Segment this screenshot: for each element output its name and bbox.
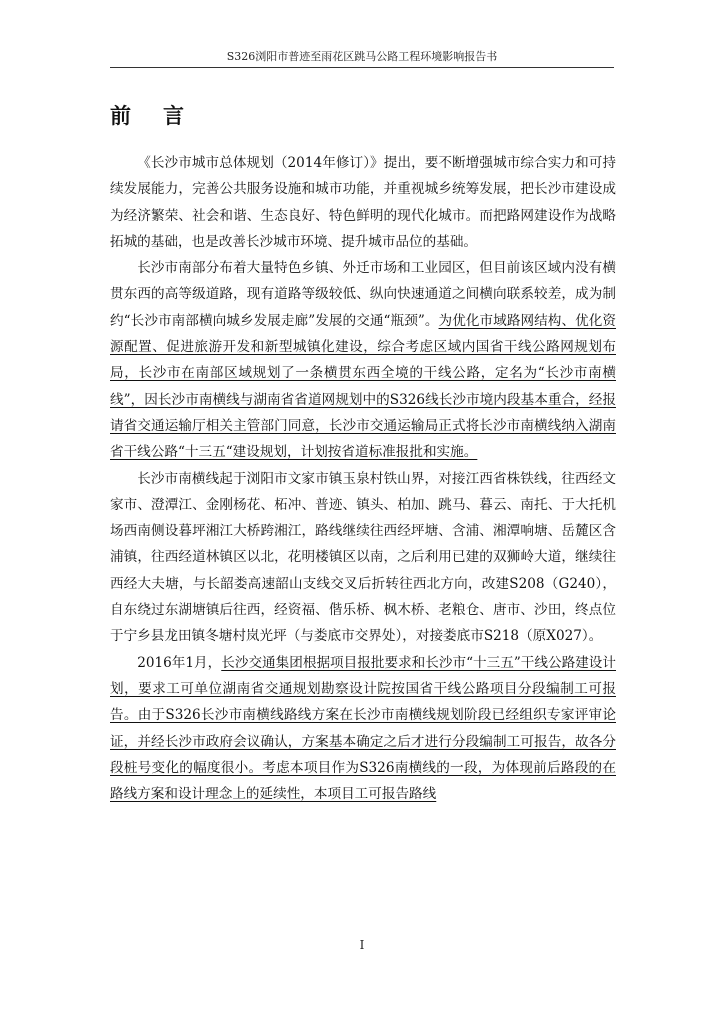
paragraph-1 [110,150,616,255]
section-title: 前言 [110,104,216,128]
paragraph-3-text: 长沙市南横线起于浏阳市文家市镇玉泉村铁山界，对接江西省株铁线，往西经文家市、澄潭江、金刚杨花、柘冲、普迹、镇头、柏加、跳马、暮云、南托、于大托机场西南侧设暮坪湘江大桥跨湘江，路线继续往西经坪塘、含浦、湘潭响塘、岳麓区含浦镇，往西经道林镇区以北，花明楼镇区以南，之后利用已建的双狮岭大道，继续往西经大夫塘，与长韶娄高速韶山支线交叉后折转往西北方向，改建S208（G240），自东绕过东湖塘镇后往西，经资福、偕乐桥、枫木桥、老粮仓、唐市、沙田，终点位于宁乡县龙田镇冬塘村岚光坪（与娄底市交界处），对接娄底市S218（原X027）。 [110,470,616,645]
paragraph-2-text: 长沙市南部分布着大量特色乡镇、外迁市场和工业园区，但目前该区域内没有横贯东西的高等级道路，现有道路等级较低、纵向快速通道之间横向联系较差，成为制约“长沙市南部横向城乡发展走廊”发展的交通“瓶颈”。 [110,260,616,329]
paragraph-4-underlined: 长沙交通集团根据项目报批要求和长沙市“十三五”干线公路建设计划，要求工可单位湖南省交通规划勘察设计院按国省干线公路项目分段编制工可报告。由于S326长沙市南横线路线方案在长沙市南横线规划阶段已经组织专家评审论证，并经长沙市政府会议确认，方案基本确定之后才进行分段编制工可报告，故各分段桩号变化的幅度很小。考虑本项目作为S326南横线的一段，为体现前后路段的在路线方案和设计理念上的延续性，本项目工可报告路线 [110,654,616,803]
page-number: I [359,938,365,952]
running-header: S326浏阳市普迹至雨花区跳马公路工程环境影响报告书 [110,50,614,68]
paragraph-2 [110,255,616,465]
paragraph-3 [110,466,616,650]
paragraph-4-text: 2016年1月， [137,654,222,671]
paragraph-2-underlined: 为优化市域路网结构、优化资源配置、促进旅游开发和新型城镇化建设，综合考虑区域内国省干线公路网规划布局，长沙市在南部区域规划了一条横贯东西全境的干线公路，定名为“长沙市南横线”，因长沙市南横线与湖南省省道网规划中的S326线长沙市境内段基本重合，经报请省交通运输厅相关主管部门同意，长沙市交通运输局正式将长沙市南横线纳入湖南省干线公路“十三五“建设规划，计划按省道标准报批和实施。 [110,312,617,461]
paragraph-1-text: 《长沙市城市总体规划（2014年修订）》提出，要不断增强城市综合实力和可持续发展能力，完善公共服务设施和城市功能，并重视城乡统筹发展，把长沙市建设成为经济繁荣、社会和谐、生态良好、特色鲜明的现代化城市。而把路网建设作为战略拓城的基础，也是改善长沙城市环境、提升城市品位的基础。 [110,155,616,250]
paragraph-4 [110,650,616,808]
body-text [110,150,616,807]
